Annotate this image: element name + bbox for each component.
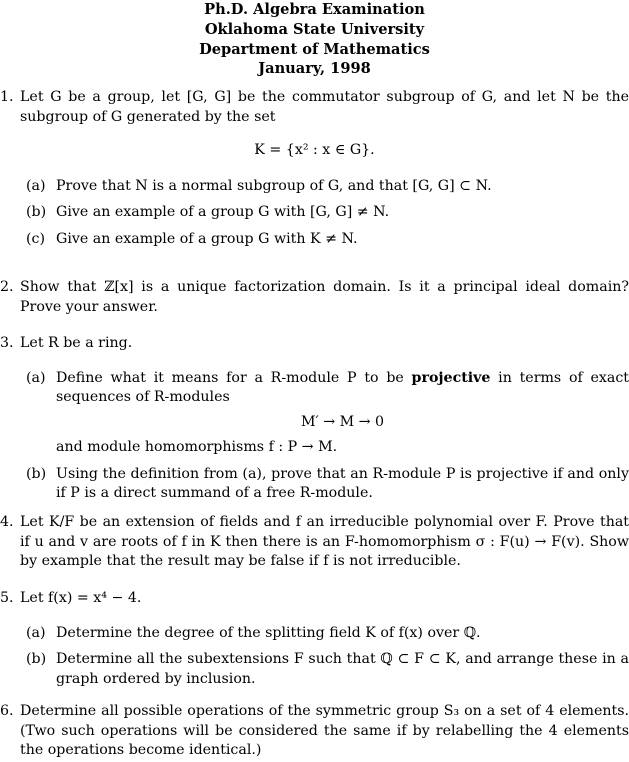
question-number: 6. [0, 703, 14, 719]
part-text: Determine the degree of the splitting field K of f(x) over ℚ. [56, 624, 481, 641]
part-label: (b) [26, 651, 47, 667]
part-c [20, 230, 629, 250]
part-text-after: in terms of exact sequences of R-modules [56, 369, 629, 405]
exam-date: January, 1998 [258, 60, 371, 78]
part-a [20, 369, 629, 458]
question-5 [0, 589, 629, 689]
part-text: Prove that N is a normal subgroup of G, and that [G, G] ⊂ N. [56, 177, 492, 194]
question-number: 1. [0, 89, 14, 105]
question-3 [0, 334, 629, 504]
part-text: Give an example of a group G with K ≠ N. [56, 230, 358, 247]
part-label: (b) [26, 465, 47, 482]
question-6 [0, 702, 629, 761]
part-text: Using the definition from (a), prove that an R-module P is projective if and only if P is a direct summand of a free R-module. [56, 465, 629, 501]
question-text: Determine all possible operations of the symmetric group S₃ on a set of 4 elements. (Two such operations will be considered the same if by relabelling the 4 elements the operations become identical.) [20, 703, 629, 758]
question-text: Let G be a group, let [G, G] be the commutator subgroup of G, and let N be the subgroup of G generated by the set [20, 89, 629, 125]
part-text-end: and module homomorphisms f : P → M. [56, 439, 338, 455]
question-2 [0, 278, 629, 317]
part-text: Determine all the subextensions F such that ℚ ⊂ F ⊂ K, and arrange these in a graph ordered by inclusion. [56, 651, 629, 687]
part-label: (a) [26, 177, 46, 194]
question-text: Show that ℤ[x] is a unique factorization domain. Is it a principal ideal domain? Prove your answer. [20, 279, 629, 315]
part-b [20, 465, 629, 504]
department-name: Department of Mathematics [199, 40, 430, 58]
part-label: (a) [26, 369, 46, 386]
part-text [56, 369, 629, 458]
exam-header [0, 0, 629, 79]
part-text: Give an example of a group G with [G, G] ≠ N. [56, 204, 390, 220]
question-text: Let R be a ring. [20, 335, 133, 351]
university-name: Oklahoma State University [204, 20, 425, 38]
question-text: Let K/F be an extension of fields and f an irreducible polynomial over F. Prove that if u and v are roots of f in K then there is an F-homomorphism σ : F(u) → F(v). Show by example that the result may be false if f is not irreducible. [20, 514, 629, 569]
question-number: 2. [0, 279, 14, 295]
part-a [20, 177, 629, 197]
part-text-before: Define what it means for a R-module P to be [56, 369, 404, 386]
bold-term: projective [411, 369, 491, 386]
part-label: (a) [26, 624, 46, 641]
part-a [20, 624, 629, 644]
exam-title: Ph.D. Algebra Examination [204, 1, 425, 18]
part-label: (c) [26, 230, 46, 247]
question-4 [0, 513, 629, 572]
question-number: 3. [0, 335, 14, 351]
part-b [20, 203, 629, 223]
question-number: 4. [0, 514, 14, 530]
display-equation: M′ → M → 0 [300, 413, 385, 430]
display-equation: K = {x² : x ∈ G}. [254, 142, 375, 158]
question-text: Let f(x) = x⁴ − 4. [20, 590, 142, 606]
part-label: (b) [26, 204, 47, 220]
question-1 [0, 88, 629, 249]
part-b [20, 650, 629, 689]
question-number: 5. [0, 590, 14, 606]
